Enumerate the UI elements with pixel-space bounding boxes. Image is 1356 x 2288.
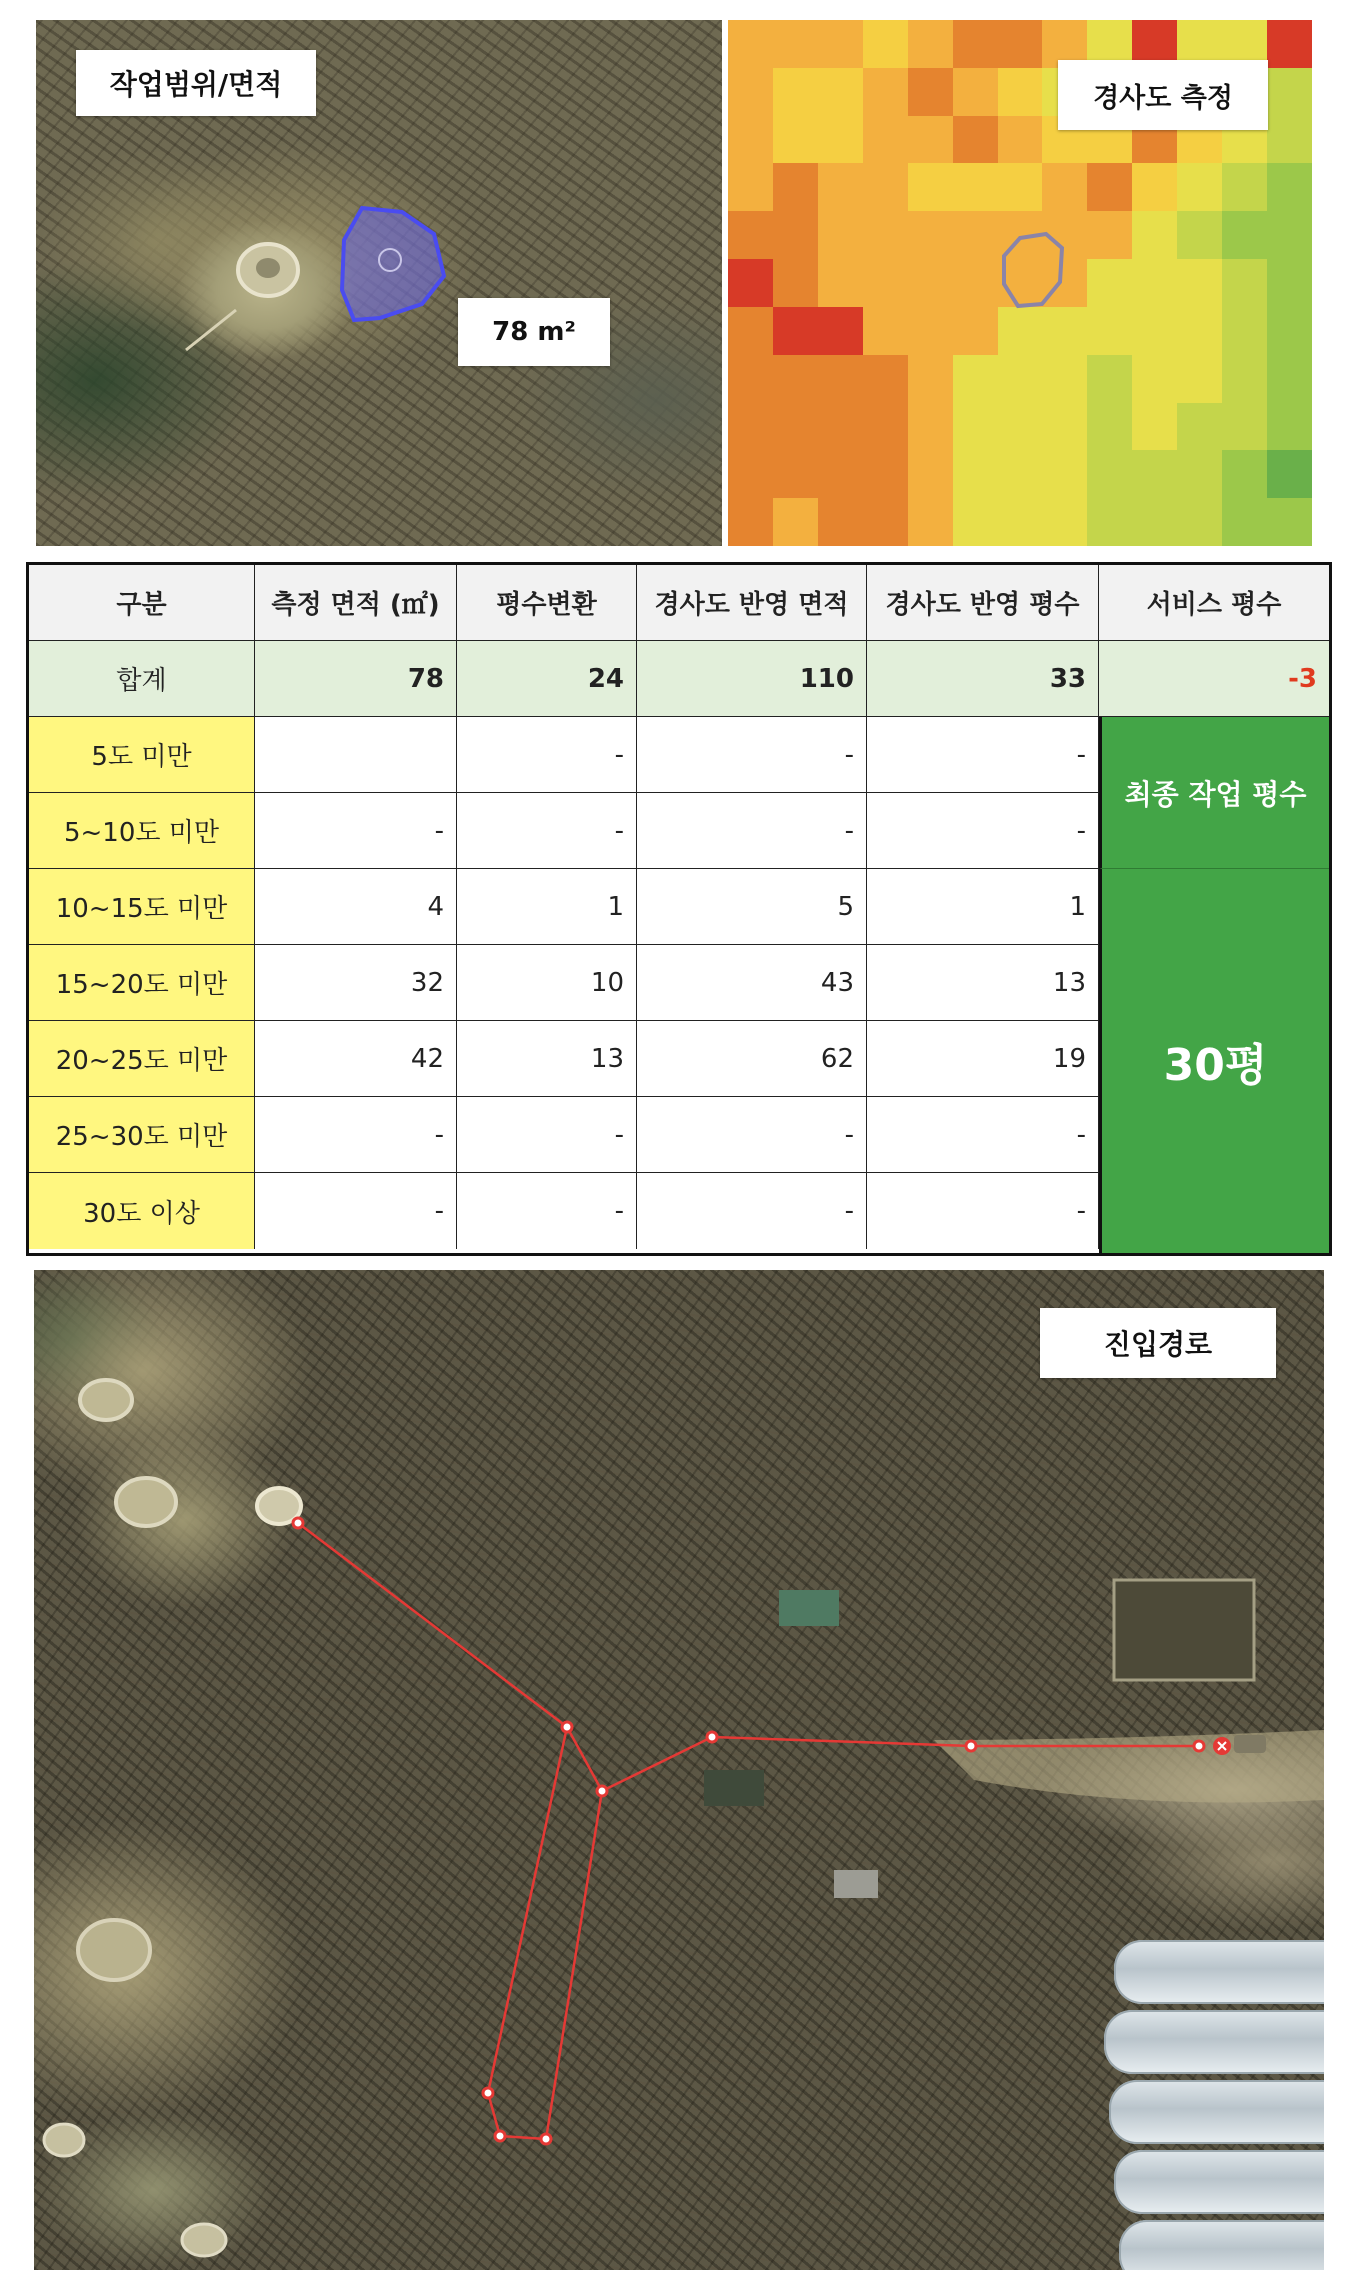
row-category: 5도 미만: [29, 717, 255, 793]
mound: [78, 1920, 150, 1980]
route-node[interactable]: [562, 1722, 572, 1732]
row-value: -: [637, 717, 867, 793]
mound: [80, 1380, 132, 1420]
total-measured-area: 78: [255, 641, 457, 717]
header-service-pyeong: 서비스 평수: [1099, 565, 1329, 641]
route-nodes: [293, 1518, 1204, 2144]
row-category: 30도 이상: [29, 1173, 255, 1249]
work-area-polygon[interactable]: [342, 208, 444, 320]
route-node[interactable]: [1194, 1741, 1204, 1751]
final-work-pyeong-value: 30평: [1099, 869, 1329, 1253]
row-value: -: [637, 1173, 867, 1249]
row-value: -: [255, 793, 457, 869]
route-node[interactable]: [597, 1786, 607, 1796]
route-node[interactable]: [541, 2134, 551, 2144]
slope-label: 경사도 측정: [1058, 60, 1268, 130]
work-area-map[interactable]: [36, 20, 722, 546]
total-pyeong: 24: [457, 641, 637, 717]
row-value: -: [457, 1097, 637, 1173]
row-value: -: [637, 1097, 867, 1173]
mound: [116, 1478, 176, 1526]
row-value: 13: [457, 1021, 637, 1097]
route-node[interactable]: [966, 1741, 976, 1751]
total-service-pyeong: -3: [1099, 641, 1329, 717]
row-value: 1: [867, 869, 1099, 945]
final-work-pyeong-label: 최종 작업 평수: [1099, 717, 1329, 869]
row-value: -: [867, 1097, 1099, 1173]
header-slope-pyeong: 경사도 반영 평수: [867, 565, 1099, 641]
route-node[interactable]: [293, 1518, 303, 1528]
path-line: [186, 310, 236, 350]
row-value: 5: [637, 869, 867, 945]
row-value: 32: [255, 945, 457, 1021]
row-value: -: [255, 1173, 457, 1249]
row-value: [255, 717, 457, 793]
row-category: 25~30도 미만: [29, 1097, 255, 1173]
dirt-road: [934, 1730, 1324, 1803]
row-value: 43: [637, 945, 867, 1021]
header-category: 구분: [29, 565, 255, 641]
header-pyeong-conversion: 평수변환: [457, 565, 637, 641]
row-value: 42: [255, 1021, 457, 1097]
work-area-label: 작업범위/면적: [76, 50, 316, 116]
route-end-close-icon[interactable]: [1213, 1737, 1231, 1755]
header-slope-area: 경사도 반영 면적: [637, 565, 867, 641]
row-value: -: [637, 793, 867, 869]
row-value: 13: [867, 945, 1099, 1021]
route-node[interactable]: [495, 2131, 505, 2141]
row-value: 62: [637, 1021, 867, 1097]
row-category: 5~10도 미만: [29, 793, 255, 869]
area-measure-label: 78 m²: [458, 298, 610, 366]
row-value: -: [457, 1173, 637, 1249]
row-value: 10: [457, 945, 637, 1021]
row-value: 4: [255, 869, 457, 945]
entry-route-branch: [488, 1727, 602, 2139]
mound-hole: [256, 258, 280, 278]
total-slope-pyeong: 33: [867, 641, 1099, 717]
total-label: 합계: [29, 641, 255, 717]
route-node[interactable]: [483, 2088, 493, 2098]
mound: [182, 2224, 226, 2256]
route-overlay: [34, 1270, 1324, 2270]
row-value: 19: [867, 1021, 1099, 1097]
entry-route-label: 진입경로: [1040, 1308, 1276, 1378]
row-value: -: [255, 1097, 457, 1173]
row-category: 10~15도 미만: [29, 869, 255, 945]
field-rows: [1114, 1580, 1254, 1680]
row-value: 1: [457, 869, 637, 945]
row-category: 20~25도 미만: [29, 1021, 255, 1097]
row-value: -: [457, 717, 637, 793]
shed: [834, 1870, 878, 1898]
row-value: -: [867, 793, 1099, 869]
entry-route-map[interactable]: [34, 1270, 1324, 2270]
header-measured-area: 측정 면적 (㎡): [255, 565, 457, 641]
mound: [44, 2124, 84, 2156]
slope-area-table: [26, 562, 1332, 1256]
slope-heatmap[interactable]: [728, 20, 1312, 546]
row-value: -: [867, 717, 1099, 793]
row-category: 15~20도 미만: [29, 945, 255, 1021]
shed: [704, 1770, 764, 1806]
route-node[interactable]: [707, 1732, 717, 1742]
green-tarp: [779, 1590, 839, 1626]
row-value: -: [867, 1173, 1099, 1249]
row-value: -: [457, 793, 637, 869]
total-slope-area: 110: [637, 641, 867, 717]
slope-area-outline: [1004, 234, 1062, 306]
